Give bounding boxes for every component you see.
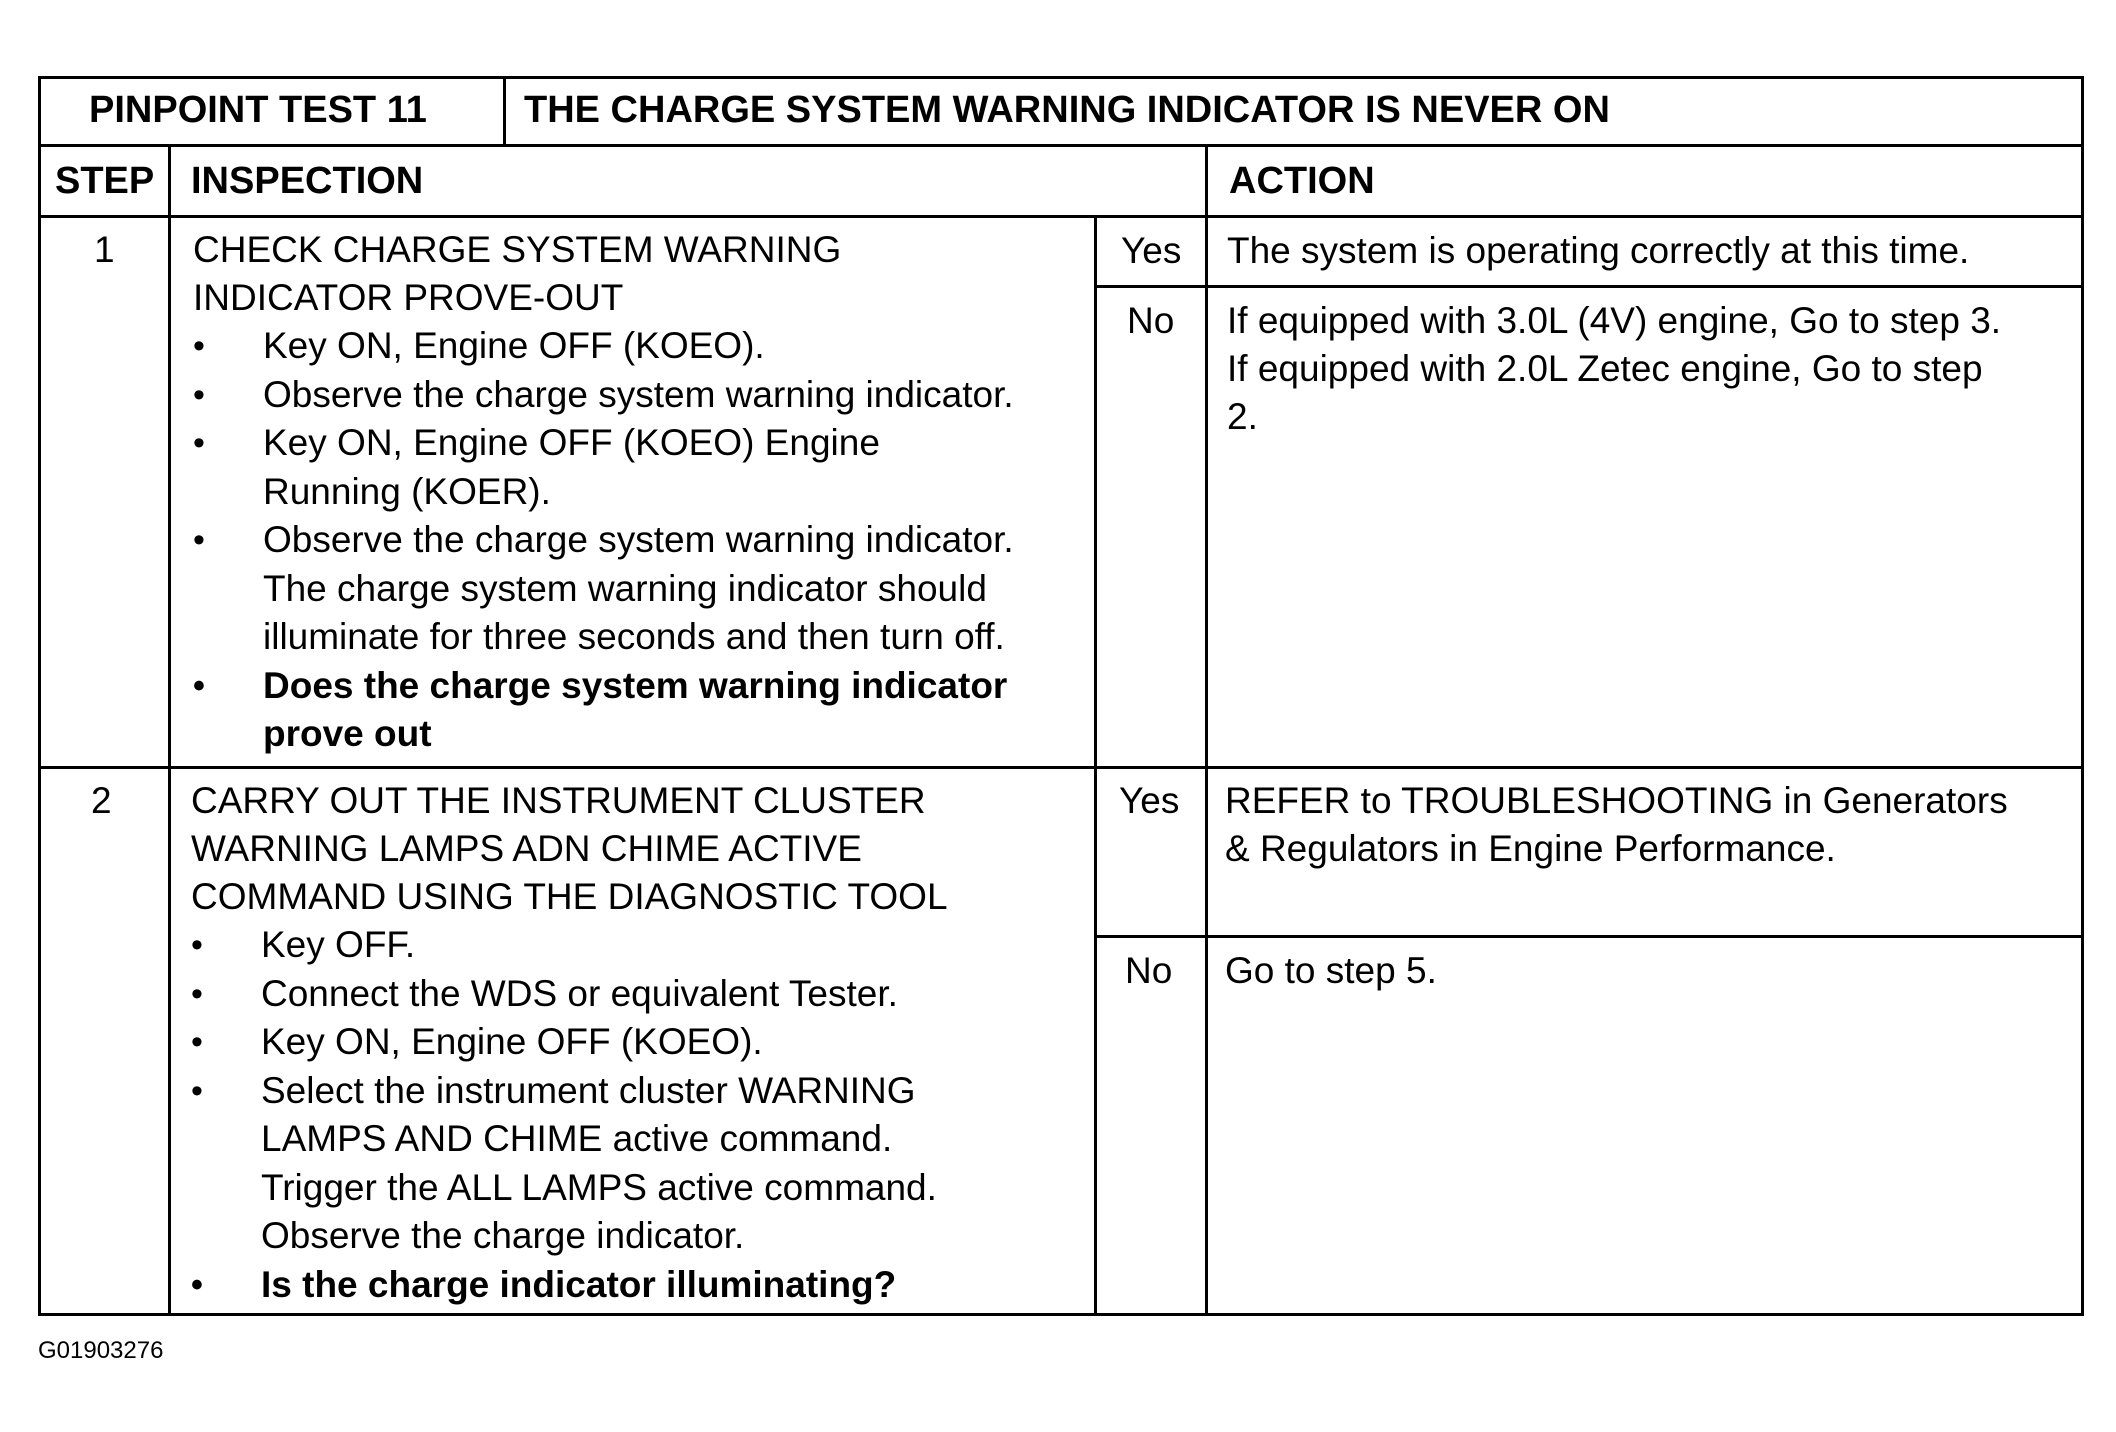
step-1-yes-action: The system is operating correctly at this time. bbox=[1227, 230, 1970, 271]
step-1-number: 1 bbox=[94, 229, 115, 270]
step-1-bullet: • Observe the charge system warning indicator. bbox=[193, 371, 1014, 420]
divider-step2-yes-no bbox=[1094, 935, 2081, 938]
pinpoint-test-table bbox=[38, 76, 2084, 1316]
step-2-yes-label: Yes bbox=[1119, 780, 1180, 821]
step-2-bullet: • Connect the WDS or equivalent Tester. bbox=[191, 970, 937, 1019]
step-2-yes-action-line: & Regulators in Engine Performance. bbox=[1225, 828, 1836, 869]
step-1-no-action-line: If equipped with 3.0L (4V) engine, Go to step 3. bbox=[1227, 300, 2002, 341]
step-2-heading-line: CARRY OUT THE INSTRUMENT CLUSTER bbox=[191, 780, 926, 821]
step-2-heading-line: WARNING LAMPS ADN CHIME ACTIVE bbox=[191, 828, 862, 869]
test-label: PINPOINT TEST 11 bbox=[89, 89, 427, 131]
step-1-bullet: • Key ON, Engine OFF (KOEO) Engine Running (KOER). bbox=[193, 419, 1014, 516]
step-1-bullet: • Key ON, Engine OFF (KOEO). bbox=[193, 322, 1014, 371]
step-1-no-action-line: 2. bbox=[1227, 396, 1258, 437]
header-step: STEP bbox=[55, 160, 155, 202]
step-1-no-action-line: If equipped with 2.0L Zetec engine, Go to step bbox=[1227, 348, 1983, 389]
step-2-number: 2 bbox=[91, 780, 112, 821]
step-2-question: • Is the charge indicator illuminating? bbox=[191, 1261, 937, 1310]
step-1-bullet-list bbox=[193, 322, 1014, 759]
step-1-heading-line: INDICATOR PROVE-OUT bbox=[193, 277, 624, 318]
step-2-no-label: No bbox=[1125, 950, 1173, 991]
step-1-bullet: • Observe the charge system warning indicator. The charge system warning indicator should illuminate for three seconds and then turn off. bbox=[193, 516, 1014, 662]
step-1-no-action bbox=[1227, 297, 2001, 441]
step-2-bullet-list bbox=[191, 921, 937, 1309]
step-2-heading bbox=[191, 777, 948, 921]
step-2-bullet: • Key ON, Engine OFF (KOEO). bbox=[191, 1018, 937, 1067]
divider-step1-yes-no bbox=[1094, 285, 2081, 288]
divider-header-bottom bbox=[41, 215, 2081, 218]
header-action: ACTION bbox=[1229, 160, 1375, 202]
step-2-yes-action-line: REFER to TROUBLESHOOTING in Generators bbox=[1225, 780, 2008, 821]
step-1-heading-line: CHECK CHARGE SYSTEM WARNING bbox=[193, 229, 842, 270]
step-2-bullet: • Key OFF. bbox=[191, 921, 937, 970]
step-1-heading bbox=[193, 226, 841, 322]
figure-code: G01903276 bbox=[38, 1337, 164, 1364]
divider-step1-bottom bbox=[41, 766, 2081, 769]
step-1-no-label: No bbox=[1127, 300, 1175, 341]
divider-answer-column bbox=[1094, 215, 1097, 1313]
divider-action-column bbox=[1205, 144, 1208, 1313]
test-title: THE CHARGE SYSTEM WARNING INDICATOR IS NEVER ON bbox=[524, 89, 1610, 131]
step-2-heading-line: COMMAND USING THE DIAGNOSTIC TOOL bbox=[191, 876, 948, 917]
header-inspection: INSPECTION bbox=[191, 160, 424, 202]
divider-title-bottom bbox=[41, 144, 2081, 147]
step-2-bullet: • Select the instrument cluster WARNING LAMPS AND CHIME active command. Trigger the ALL LAMPS active command. Observe the charge indicator. bbox=[191, 1067, 937, 1261]
step-2-yes-action bbox=[1225, 777, 2008, 873]
step-1-question: • Does the charge system warning indicator prove out bbox=[193, 662, 1014, 759]
divider-title-cells bbox=[503, 79, 506, 144]
step-2-no-action: Go to step 5. bbox=[1225, 950, 1437, 991]
step-1-yes-label: Yes bbox=[1121, 230, 1182, 271]
divider-step-column bbox=[168, 144, 171, 1313]
